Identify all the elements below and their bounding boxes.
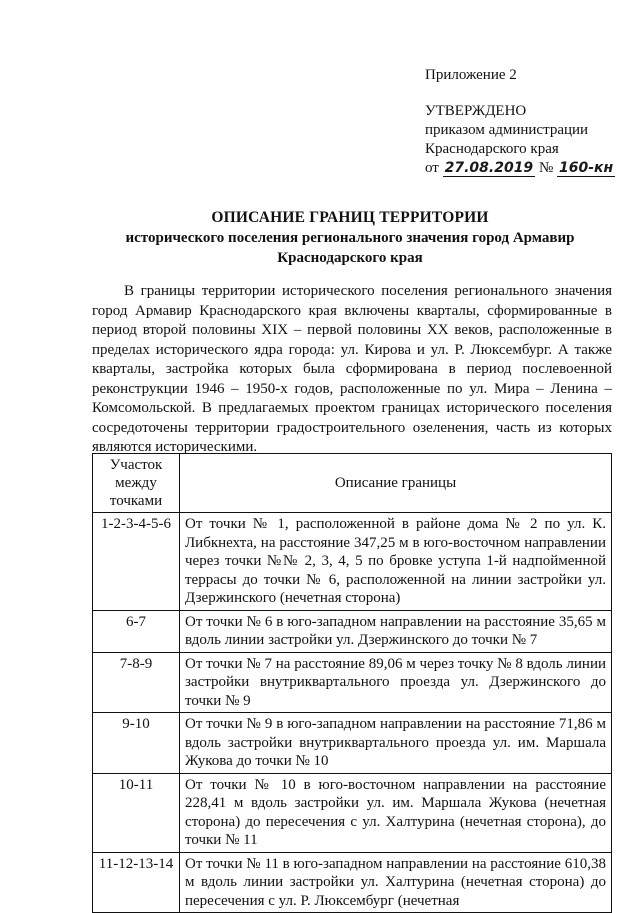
segment-cell: 7-8-9 xyxy=(93,652,180,713)
handwritten-date: 27.08.2019 xyxy=(444,160,534,176)
description-cell: От точки № 11 в юго-западном направлении на расстояние 610,38 м вдоль линии застройки ул. Халтурина (нечетная сторона) до пересечения с ул. Р. Люксембург (нечетная xyxy=(180,852,612,913)
approved-by-line: приказом администрации xyxy=(425,122,589,138)
approval-stamp-block xyxy=(425,66,615,178)
title-sub-1: исторического поселения регионального значения город Армавир xyxy=(125,230,575,246)
segment-cell: 6-7 xyxy=(93,610,180,652)
description-cell: От точки № 9 в юго-западном направлении на расстояние 71,86 м вдоль застройки внутриквартального проезда ул. им. Маршала Жукова до точки № 10 xyxy=(180,713,612,774)
table-row xyxy=(93,773,612,852)
description-cell: От точки № 10 в юго-восточном направлении на расстояние 228,41 м вдоль застройки ул. им. Маршала Жукова (нечетная сторона) до пересечения с ул. Халтурина (нечетная сторона), до точки № 11 xyxy=(180,773,612,852)
description-cell: От точки № 7 на расстояние 89,06 м через точку № 8 вдоль линии застройки внутриквартального проезда ул. Дзержинского до точки № 9 xyxy=(180,652,612,713)
number-label: № xyxy=(538,160,554,176)
table-row xyxy=(93,713,612,774)
segment-cell: 1-2-3-4-5-6 xyxy=(93,513,180,611)
description-cell: От точки № 6 в юго-западном направлении на расстояние 35,65 м вдоль линии застройки ул. Дзержинского до точки № 7 xyxy=(180,610,612,652)
segment-cell: 10-11 xyxy=(93,773,180,852)
segment-cell: 9-10 xyxy=(93,713,180,774)
appendix-label: Приложение 2 xyxy=(425,67,517,83)
table-row xyxy=(93,652,612,713)
header-description: Описание границы xyxy=(180,454,612,513)
from-label: от xyxy=(425,160,439,176)
boundary-table xyxy=(92,453,612,913)
order-date-number-line xyxy=(425,159,615,178)
handwritten-number: 160-кн xyxy=(559,160,614,176)
table-header-row xyxy=(93,454,612,513)
table-row xyxy=(93,852,612,913)
table-row xyxy=(93,610,612,652)
document-title xyxy=(90,208,610,268)
table-row xyxy=(93,513,612,611)
approved-heading: УТВЕРЖДЕНО xyxy=(425,103,527,119)
header-segment: Участок между точками xyxy=(93,454,180,513)
approved-region-line: Краснодарского края xyxy=(425,141,559,157)
title-main: ОПИСАНИЕ ГРАНИЦ ТЕРРИТОРИИ xyxy=(211,209,489,226)
segment-cell: 11-12-13-14 xyxy=(93,852,180,913)
intro-paragraph: В границы территории исторического поселения регионального значения город Армавир Краснодарского края включены кварталы, сформированные в период второй половины XIX – первой половины XX веков, расположенные в пределах исторического ядра города: ул. Кирова и ул. Р. Люксембург. А также кварталы, застройка которых была сформирована в период послевоенной реконструкции 1946 – 1950-х годов, расположенные по ул. Мира – Ленина – Комсомольской. В предлагаемых проектом границах исторического поселения сосредоточены территории градостроительного озеленения, часть из которых являются историческими. xyxy=(92,283,612,455)
title-sub-2: Краснодарского края xyxy=(277,250,423,266)
description-cell: От точки № 1, расположенной в районе дома № 2 по ул. К. Либкнехта, на расстояние 347,25 м в юго-восточном направлении через точки №№ 2, 3, 4, 5 по бровке уступа 1-й надпойменной террасы до точки № 6, расположенной на линии застройки ул. Дзержинского (нечетная сторона) xyxy=(180,513,612,611)
